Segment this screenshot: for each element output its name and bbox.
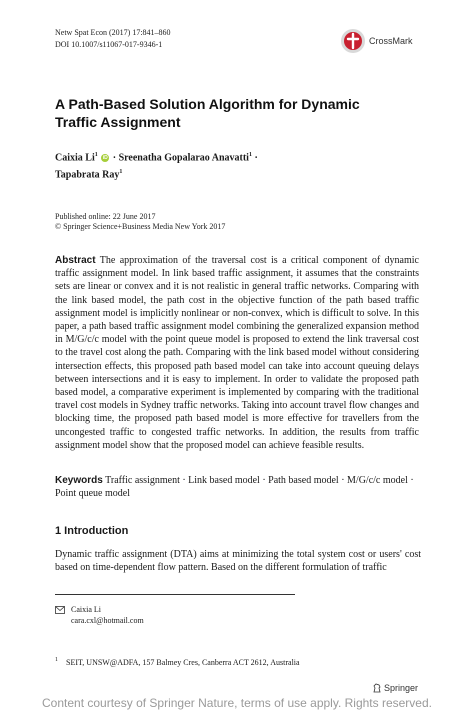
publisher-logo [372, 683, 418, 693]
doi[interactable]: DOI 10.1007/s11067-017-9346-1 [55, 40, 163, 49]
abstract [55, 254, 419, 452]
envelope-icon [55, 606, 65, 614]
affiliation-number: 1 [55, 657, 58, 663]
crossmark-label: CrossMark [369, 36, 413, 46]
orcid-icon[interactable]: iD [102, 155, 108, 162]
author-list [55, 148, 435, 183]
affiliation-text: SEIT, UNSW@ADFA, 157 Balmey Cres, Canberra ACT 2612, Australia [66, 657, 300, 667]
abstract-label: Abstract [55, 255, 96, 266]
keywords [55, 474, 421, 500]
section-heading: 1 Introduction [55, 525, 129, 537]
springer-horse-icon [372, 683, 382, 693]
keywords-text: Traffic assignment · Link based model · Path based model · M/G/c/c model · Point queue model [55, 475, 414, 499]
correspondence-name: Caixia Li [71, 605, 101, 614]
author-name[interactable]: Tapabrata Ray [55, 169, 120, 181]
author-name[interactable]: Caixia Li [55, 152, 95, 164]
footnote-divider [55, 594, 295, 595]
author-separator: · [254, 152, 258, 164]
affiliation-marker: 1 [94, 152, 98, 158]
intro-paragraph: Dynamic traffic assignment (DTA) aims at minimizing the total system cost or users' cost based on time-dependent flow pattern. Based on the different formulation of traffic [55, 549, 421, 573]
abstract-text: The approximation of the traversal cost is a critical component of dynamic traffic assignment model. In link based traffic assignment, it assumes that the constraints sets are linear or convex and it is not realistic in general traffic networks. Comparing with the link based model, the path cost in the objective function of the path based traffic assignment model is implicitly nonlinear or non-convex, which is difficult to solve. In this paper, a path based traffic assignment model combining the generalized expansion method in M/G/c/c model with the point queue model is proposed to extend the link traversal cost to the travel cost along the path. Comparing with the link based model without considering intersection effects, this proposed path based model can take into account queuing delays between intersections and it is easy to implement. In order to validate the proposed path based model, a comparative experiment is implemented by comparing with the traditional travel cost models in Sydney traffic networks. Taking into account travel flow changes and blocking time, the proposed path based model is more effective for travellers from the uncongested traffic to congested traffic networks. In addition, the results from traffic assignment model show that the proposed model can achieve feasible results. [55, 255, 419, 451]
author-separator: · [112, 152, 117, 164]
publisher-name: Springer [384, 683, 419, 693]
correspondence-block [55, 604, 144, 626]
author-name[interactable]: Sreenatha Gopalarao Anavatti [118, 152, 249, 164]
crossmark-badge[interactable] [340, 26, 424, 56]
crossmark-icon [340, 28, 366, 54]
affiliation [55, 655, 425, 668]
copyright-line: © Springer Science+Business Media New York 2017 [55, 222, 226, 231]
courtesy-watermark: Content courtesy of Springer Nature, terms of use apply. Rights reserved. [42, 696, 432, 710]
article-title: A Path-Based Solution Algorithm for Dynamic Traffic Assignment [55, 96, 360, 130]
affiliation-marker: 1 [248, 152, 252, 158]
journal-citation: Netw Spat Econ (2017) 17:841–860 [55, 28, 171, 37]
published-date: Published online: 22 June 2017 [55, 212, 156, 221]
keywords-label: Keywords [55, 475, 103, 486]
affiliation-marker: 1 [119, 169, 123, 176]
correspondence-email[interactable]: cara.cxl@hotmail.com [71, 616, 144, 625]
